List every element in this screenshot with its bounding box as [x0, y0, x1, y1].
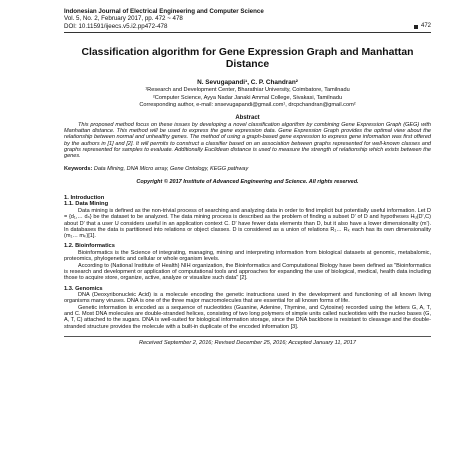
- paper-title: Classification algorithm for Gene Expression Graph and Manhattan Distance: [81, 47, 414, 71]
- copyright-notice: Copyright © 2017 Institute of Advanced Engineering and Science. All rights reserved.: [136, 178, 359, 185]
- paragraph-genomics-1: DNA (Deoxyribonucleic Acid) is a molecule encoding the genetic instructions used in the development and functioning of all known living organisms many viruses. DNA is one of the three major macromolecules that are essential for all known forms of life.: [64, 292, 431, 305]
- paper-authors: N. Sevugapandi¹, C. P. Chandran²: [197, 79, 298, 87]
- corresponding-author: Corresponding author, e-mail: snsevugapandi@gmail.com¹, drcpchandran@gmail.com²: [139, 102, 356, 109]
- journal-name: Indonesian Journal of Electrical Engineering and Computer Science: [64, 8, 264, 15]
- paragraph-bioinformatics-2: According to (National Institute of Health) NIH organization, the Bioinformatics and Computational Biology have been defined as "Bioinformatics is research and development or application of computational tools and approaches for expanding the use of biological, medical, health data including those to acquire store, organize, active, analyze or visualize such data" [2].: [64, 262, 431, 282]
- affiliation-2: ²Computer Science, Ayya Nadar Janaki Ammal College, Sivakasi, Tamilnadu: [152, 94, 343, 101]
- section-heading-introduction: 1. Introduction: [64, 194, 105, 201]
- abstract-text: This proposed method focus on these issues by developing a novel classification algorithm by combining Gene Expression Graph (GEG) with Manhattan distance. This method will be used to express the gene expression data. Gene Expression Graph provides the optimal view about the relationship between normal and unhealthy genes. The method of using a graph-based gene expression to express gene information was first offered by the authors in [1] and [2]. It will permits to construct a classifier based on an association between graphs represented for well-known classes and graphs represented for samples to evaluate. Additionally Euclidean distance is used to measure the strength of relationship which exists between the genes.: [64, 121, 431, 160]
- paragraph-genomics-2: Genetic information is encoded as a sequence of nucleotides (Guanine, Adenine, Thymine, and Cytosine) recorded using the letters G, A, T, and C. Most DNA molecules are double-stranded helices, consisting of two long polymers of simple units called nucleotides with the nucleo bases (G, A, T, C) attached to the sugars. DNA is well-suited for biological information storage, since the DNA backbone is resistant to cleavage and the double-stranded structure provides the molecule with a built-in duplicate of the encoded information [3].: [64, 304, 431, 330]
- page-number: 472: [420, 22, 431, 29]
- paragraph-data-mining: Data mining is defined as the non-trivial process of searching and analyzing data in order to find implicit but potentially useful information. Let D = {d₁,… dₙ} be the dataset to be analyzed. The data mining process is described as the problem of finding a subset D' of D and hypotheses Hᵤ(D',C) about D' that a user U considers useful in an application context C. D' have fewer data elements than D, but it also have a lower dimensionality (m'). In databases the data is partitioned into relations or object classes. D is considered as a union of relations R₁… Rₖ each has its own dimensionality (m₁… mₖ)[1].: [64, 207, 431, 240]
- subsection-heading-genomics: 1.3. Genomics: [64, 285, 103, 292]
- footer-rule: [64, 336, 431, 337]
- journal-volume: Vol. 5, No. 2, February 2017, pp. 472 ~ 478: [64, 15, 183, 23]
- affiliation-1: ¹Research and Development Center, Bharathiar University, Coimbatore, Tamilnadu: [145, 87, 350, 94]
- journal-doi: DOI: 10.11591/ijeecs.v5.i2.pp472-478: [64, 22, 168, 30]
- received-dates: Received September 2, 2016; Revised December 25, 2016; Accepted January 11, 2017: [138, 339, 357, 346]
- journal-header: [64, 8, 431, 30]
- page-number-mark: [414, 23, 431, 30]
- paragraph-bioinformatics-1: Bioinformatics is the Science of integrating, managing, mining and interpreting information from biological datasets at genomic, metabalomic, proteomics, phylogenetic and cellular or whole organism levels.: [64, 250, 431, 263]
- subsection-heading-bioinformatics: 1.2. Bioinformatics: [64, 243, 115, 250]
- keywords-label: Keywords:: [64, 165, 93, 172]
- abstract-heading: Abstract: [235, 114, 260, 121]
- header-rule: [64, 32, 431, 33]
- keywords: [64, 166, 431, 172]
- square-bullet-icon: [414, 25, 418, 29]
- keywords-text: Data Mining, DNA Micro array, Gene Ontology, KEGG pathway: [93, 165, 249, 172]
- subsection-heading-data-mining: 1.1. Data Mining: [64, 201, 109, 208]
